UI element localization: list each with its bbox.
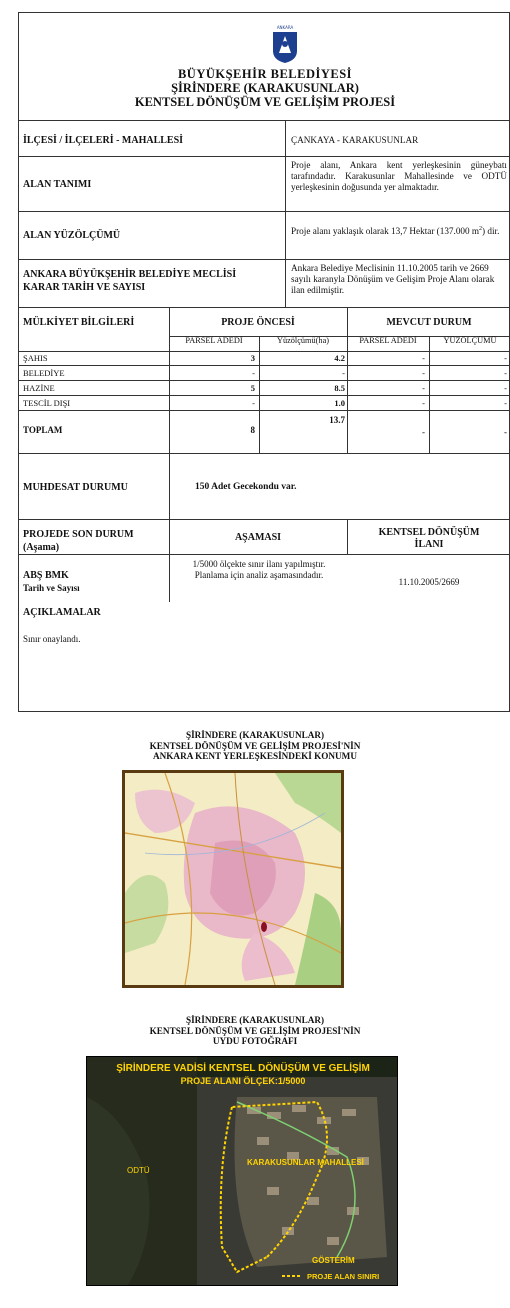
- svg-text:PROJE ALANI ÖLÇEK:1/5000: PROJE ALANI ÖLÇEK:1/5000: [180, 1076, 306, 1086]
- svg-text:KARAKUSUNLAR MAHALLESİ: KARAKUSUNLAR MAHALLESİ: [247, 1158, 364, 1167]
- city-map-graphic: [125, 773, 341, 985]
- svg-text:GÖSTERİM: GÖSTERİM: [312, 1256, 355, 1265]
- table-row: TESCİL DIŞI - 1.0 - -: [19, 396, 510, 411]
- figure1-caption: ŞİRİNDERE (KARAKUSUNLAR) KENTSEL DÖNÜŞÜM VE GELİŞİM PROJESİ'NİN ANKARA KENT YERLEŞKESİNDEKİ KONUMU: [149, 730, 361, 761]
- project-info-sheet: [18, 12, 510, 712]
- table-row: ŞAHIS 3 4.2 - -: [19, 351, 510, 366]
- svg-text:PROJE ALAN SINIRI: PROJE ALAN SINIRI: [307, 1272, 380, 1281]
- ownership-section: MÜLKİYET BİLGİLERİ PROJE ÖNCESİ MEVCUT DURUM PARSEL ADEDİ Yüzölçümü(ha) PARSEL ADEDİ YÜZÖLÇÜMÜ ŞAHIS 3 4.2 - - BELEDİYE - - - - HAZİNE 5 8.5 - - TESCİL DIŞI - 1.0 - - TOPLAM 8 13.7 - -: [19, 307, 510, 453]
- ankara-city-map: [122, 770, 344, 988]
- notes-label: AÇIKLAMALAR: [23, 607, 101, 618]
- council-decision-row: ANKARA BÜYÜKŞEHİR BELEDİYE MECLİSİ KARAR TARİH VE SAYISI Ankara Belediye Meclisinin 11.10.2005 tarih ve 2669 sayılı karanyla Dönüşüm ve Gelişim Proje Alanı olarak ilan edilmiştir.: [19, 259, 510, 307]
- ankara-logo: [271, 23, 299, 63]
- svg-text:ANKARA: ANKARA: [276, 25, 294, 30]
- table-total-row: TOPLAM 8 13.7 - -: [23, 415, 507, 437]
- figure2-caption: ŞİRİNDERE (KARAKUSUNLAR) KENTSEL DÖNÜŞÜM VE GELİŞİM PROJESİ'NİN UYDU FOTOĞRAFI: [149, 1015, 361, 1046]
- svg-text:ODTÜ: ODTÜ: [127, 1166, 150, 1175]
- muhdesat-row: MUHDESAT DURUMU 150 Adet Gecekondu var.: [19, 453, 510, 519]
- satellite-photo: [86, 1056, 398, 1286]
- page-title: BÜYÜKŞEHİR BELEDİYESİ ŞİRİNDERE (KARAKUSUNLAR) KENTSEL DÖNÜŞÜM VE GELİŞİM PROJESİ: [134, 67, 396, 109]
- table-row: BELEDİYE - - - -: [19, 366, 510, 381]
- satellite-graphic: [87, 1057, 398, 1286]
- project-location-marker: [261, 922, 267, 932]
- notes-value: Sınır onaylandı.: [23, 634, 81, 644]
- area-size-row: ALAN YÜZÖLÇÜMÜ Proje alanı yaklaşık olarak 13,7 Hektar (137.000 $m^2$) dir.: [19, 211, 510, 259]
- area-definition-row: ALAN TANIMI Proje alanı, Ankara kent yerleşkesinin güneybatı tarafındadır. Karakusunlar Mahallesinde ve ODTÜ yerleşkesinin doğusunda yer almaktadır.: [19, 156, 510, 211]
- svg-text:ŞİRİNDERE VADİSİ KENTSEL DÖNÜŞ: ŞİRİNDERE VADİSİ KENTSEL DÖNÜŞÜM VE GELİŞİM: [116, 1063, 370, 1074]
- district-row: İLÇESİ / İLÇELERİ - MAHALLESİ ÇANKAYA - KARAKUSUNLAR: [19, 120, 510, 156]
- project-status-row: PROJEDE SON DURUM (Aşama) AŞAMASI KENTSEL DÖNÜŞÜM İLANI ABŞ BMK Tarih ve Sayısı 1/5000 ölçekte sınır ilanı yapılmıştır. Planlama için analiz aşamasındadır. 11.10.2005/2669: [19, 519, 510, 601]
- table-row: HAZİNE 5 8.5 - -: [19, 381, 510, 396]
